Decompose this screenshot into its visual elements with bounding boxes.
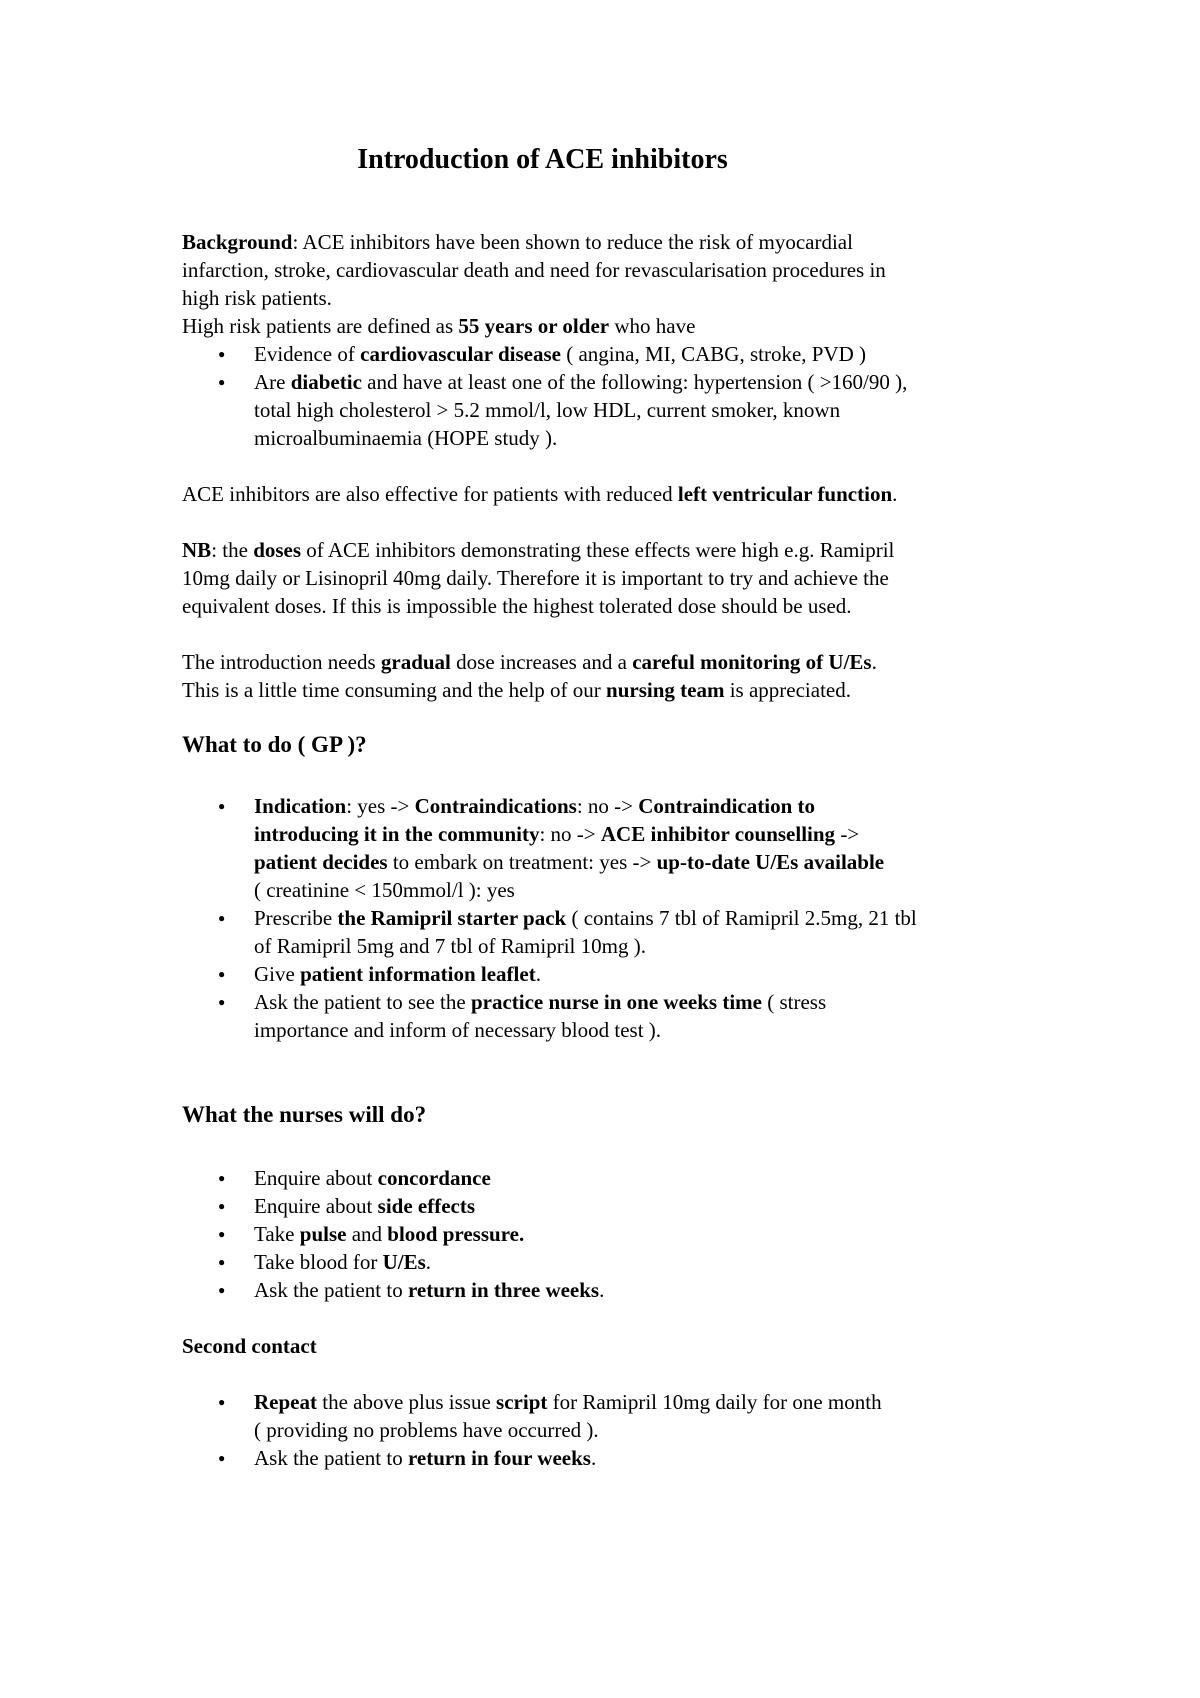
list-item: ● Give patient information leaflet. [182,960,1062,988]
list-item: ● Take pulse and blood pressure. [182,1220,1062,1248]
background-label: Background [182,230,293,254]
list-item: ● Ask the patient to see the practice nurse in one weeks time ( stress importance and inform of necessary blood test ). [182,988,1062,1044]
background-paragraph: Background: ACE inhibitors have been shown to reduce the risk of myocardial infarction, stroke, cardiovascular death and need for revascularisation procedures in high risk patients. [182,230,886,310]
nb-paragraph: NB: the doses of ACE inhibitors demonstrating these effects were high e.g. Ramipril 10mg daily or Lisinopril 40mg daily. Therefore it is important to try and achieve the equivalent doses. If this is impossible the highest tolerated dose should be used. [182,538,895,618]
nb-label: NB [182,538,212,562]
list-item: ● Ask the patient to return in four weeks. [182,1444,1062,1472]
gp-steps-list [182,792,1062,1044]
high-risk-criteria-list [182,340,1062,452]
list-item: ● Repeat the above plus issue script for Ramipril 10mg daily for one month ( providing no problems have occurred ). [182,1388,1062,1444]
list-item: ● Prescribe the Ramipril starter pack ( contains 7 tbl of Ramipril 2.5mg, 21 tbl of Ramipril 5mg and 7 tbl of Ramipril 10mg ). [182,904,1062,960]
list-item: ● Are diabetic and have at least one of the following: hypertension ( >160/90 ), total high cholesterol > 5.2 mmol/l, low HDL, current smoker, known microalbuminaemia (HOPE study ). [182,368,1062,452]
list-item: ● Take blood for U/Es. [182,1248,1062,1276]
list-item: ● Enquire about side effects [182,1192,1062,1220]
list-item: ● Evidence of cardiovascular disease ( angina, MI, CABG, stroke, PVD ) [182,340,1062,368]
gp-section-heading: What to do ( GP )? [182,732,367,757]
list-item: ● Ask the patient to return in three weeks. [182,1276,1062,1304]
document-title: Introduction of ACE inhibitors [357,144,728,175]
nurses-section-heading: What the nurses will do? [182,1102,427,1127]
introduction-paragraph: The introduction needs gradual dose increases and a careful monitoring of U/Es. This is a little time consuming and the help of our nursing team is appreciated. [182,650,877,702]
second-contact-heading: Second contact [182,1334,317,1358]
nurse-tasks-list [182,1164,1062,1304]
lvf-paragraph: ACE inhibitors are also effective for patients with reduced left ventricular function. [182,482,898,506]
list-item: ● Enquire about concordance [182,1164,1062,1192]
high-risk-definition: High risk patients are defined as 55 years or older who have [182,314,696,338]
list-item: ● Indication: yes -> Contraindications: no -> Contraindication to introducing it in the community: no -> ACE inhibitor counselling -> patient decides to embark on treatment: yes -> up-to-date U/Es available ( creatinine < 150mmol/l ): yes [182,792,1062,904]
second-contact-list [182,1388,1062,1472]
